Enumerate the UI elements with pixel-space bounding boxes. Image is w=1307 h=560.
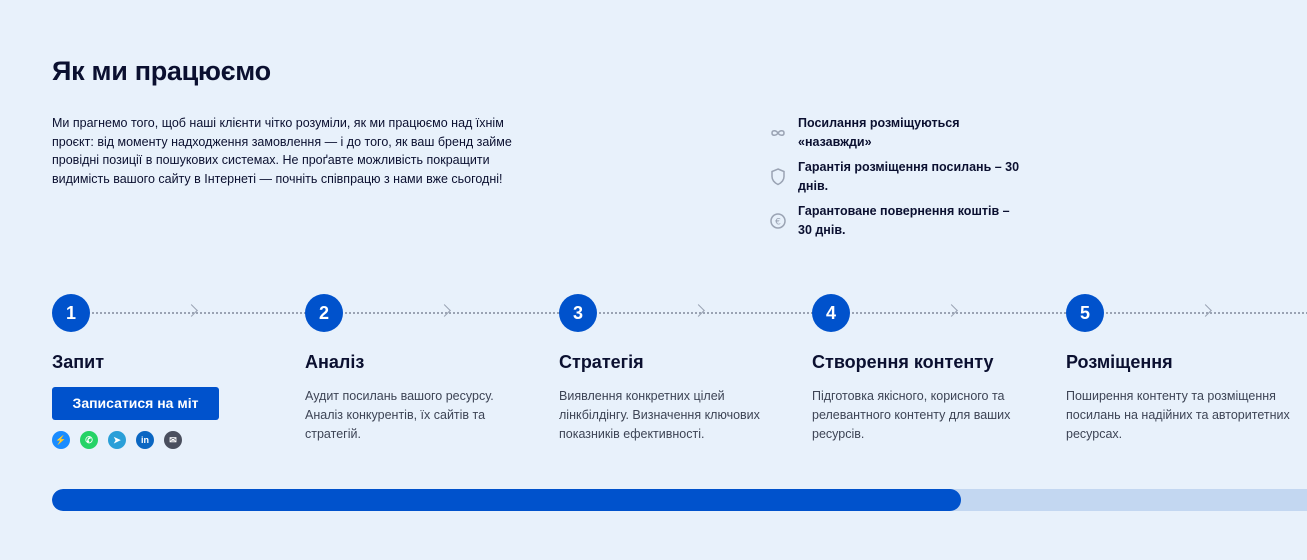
chevron-right-icon	[1199, 304, 1212, 317]
step-5	[1066, 294, 1306, 444]
step-number: 2	[305, 294, 343, 332]
euro-refund-icon	[766, 209, 790, 233]
step-2	[305, 294, 545, 444]
step-number: 3	[559, 294, 597, 332]
connector-line	[599, 312, 813, 314]
step-title: Створення контенту	[812, 352, 994, 372]
svg-text:€: €	[775, 217, 781, 227]
step-title: Стратегія	[559, 352, 644, 372]
step-number: 5	[1066, 294, 1104, 332]
connector-line	[345, 312, 559, 314]
progress-bar[interactable]	[52, 489, 1307, 511]
feature-item: € Гарантоване повернення коштів – 30 днів.	[766, 202, 1026, 239]
page-title: Як ми працюємо	[52, 56, 271, 86]
features-list	[766, 114, 1026, 246]
shield-icon	[766, 165, 790, 189]
linkedin-icon[interactable]: in	[136, 431, 154, 449]
step-title: Запит	[52, 352, 105, 372]
email-icon[interactable]: ✉	[164, 431, 182, 449]
step-number: 4	[812, 294, 850, 332]
feature-item: Гарантія розміщення посилань – 30 днів.	[766, 158, 1026, 195]
connector-line	[852, 312, 1066, 314]
chevron-right-icon	[185, 304, 198, 317]
social-links	[52, 431, 292, 449]
step-description: Підготовка якісного, корисного та релевантного контенту для ваших ресурсів.	[812, 389, 1011, 441]
progress-fill	[52, 489, 961, 511]
step-title: Розміщення	[1066, 352, 1173, 372]
step-4	[812, 294, 1052, 444]
chevron-right-icon	[692, 304, 705, 317]
step-description: Виявлення конкретних цілей лінкбілдінгу. Визначення ключових показників ефективності.	[559, 389, 760, 441]
chevron-right-icon	[438, 304, 451, 317]
chevron-right-icon	[945, 304, 958, 317]
step-title: Аналіз	[305, 352, 365, 372]
intro-text: Ми прагнемо того, щоб наші клієнти чітко розуміли, як ми працюємо над їхнім проєкт: від моменту надходження замовлення — і до того, як ваш бренд займе провідні позиції в пошукових системах. Не проґавте можливість покращити видимість вашого сайту в Інтернеті — почніть співпрацю з нами вже сьогодні!	[52, 116, 512, 186]
messenger-icon[interactable]: ⚡	[52, 431, 70, 449]
feature-item: Посилання розміщуються «назавжди»	[766, 114, 1026, 151]
step-number: 1	[52, 294, 90, 332]
connector-line	[92, 312, 306, 314]
step-1	[52, 294, 292, 449]
book-meeting-button[interactable]: Записатися на міт	[52, 387, 219, 420]
step-description: Поширення контенту та розміщення посилань на надійних та авторитетних ресурсах.	[1066, 389, 1290, 441]
infinity-icon	[766, 121, 790, 145]
telegram-icon[interactable]: ➤	[108, 431, 126, 449]
step-description: Аудит посилань вашого ресурсу. Аналіз конкурентів, їх сайтів та стратегій.	[305, 389, 494, 441]
whatsapp-icon[interactable]: ✆	[80, 431, 98, 449]
step-3	[559, 294, 799, 444]
